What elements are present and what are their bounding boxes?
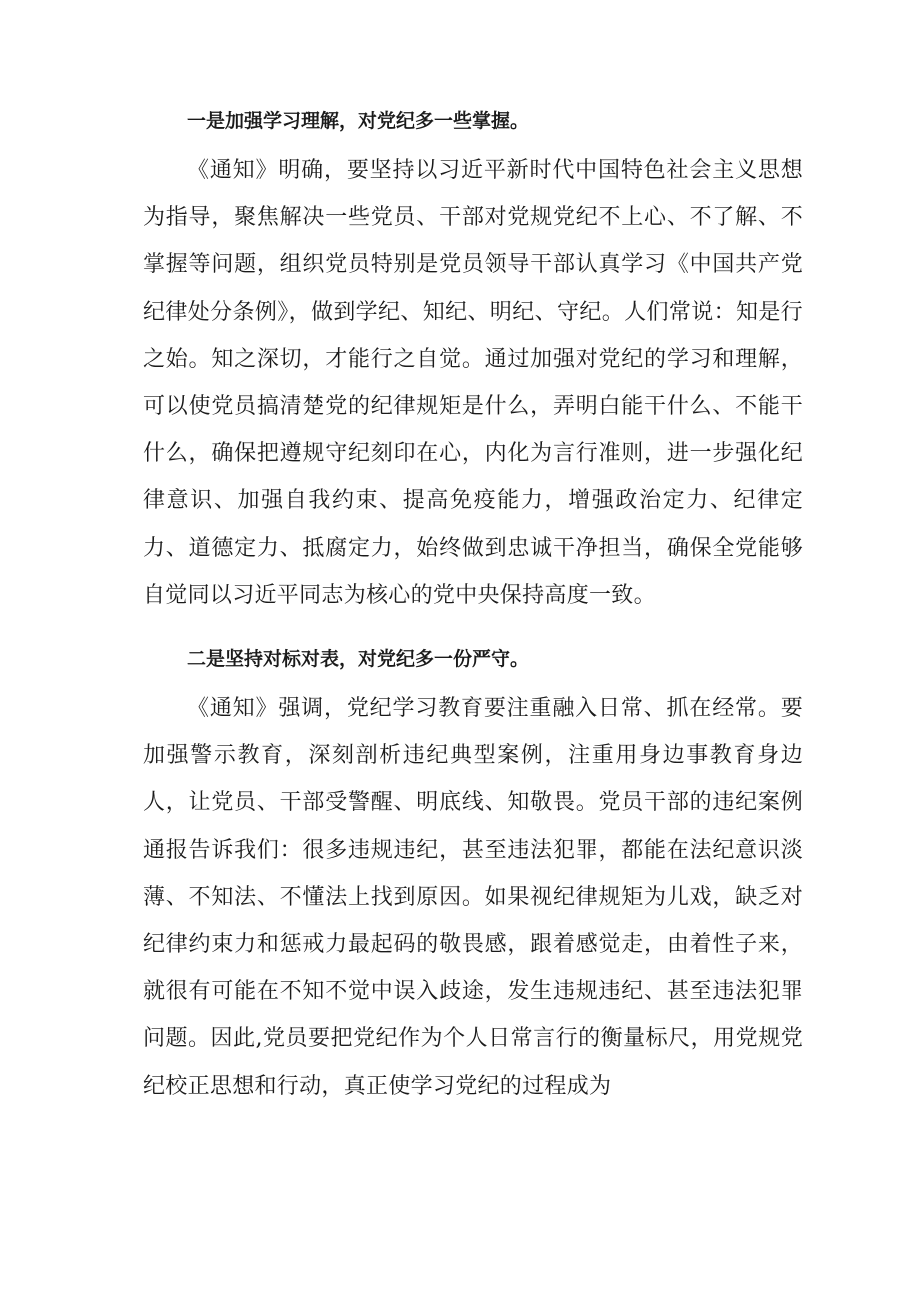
section-heading-2: 二是坚持对标对表，对党纪多一份严守。: [187, 648, 530, 671]
document-body: [143, 101, 803, 1110]
section-heading-1: 一是加强学习理解，对党纪多一些掌握。: [187, 110, 530, 132]
section-paragraph-1: 《通知》明确，要坚持以习近平新时代中国特色社会主义思想为指导，聚焦解决一些党员、干部对党规党纪不上心、不了解、不掌握等问题，组织党员特别是党员领导干部认真学习《中国共产党纪律处分条例》，做到学纪、知纪、明纪、守纪。人们常说：知是行之始。知之深切，才能行之自觉。通过加强对党纪的学习和理解，可以使党员搞清楚党的纪律规矩是什么，弄明白能干什么、不能干什么，确保把遵规守纪刻印在心，内化为言行准则，进一步强化纪律意识、加强自我约束、提高免疫能力，增强政治定力、纪律定力、道德定力、抵腐定力，始终做到忠诚干净担当，确保全党能够自觉同以习近平同志为核心的党中央保持高度一致。: [143, 158, 803, 608]
section-paragraph-2: 《通知》强调，党纪学习教育要注重融入日常、抓在经常。要加强警示教育，深刻剖析违纪典型案例，注重用身边事教育身边人，让党员、干部受警醒、明底线、知敬畏。党员干部的违纪案例通报告诉我们：很多违规违纪，甚至违法犯罪，都能在法纪意识淡薄、不知法、不懂法上找到原因。如果视纪律规矩为儿戏，缺乏对纪律约束力和惩戒力最起码的敬畏感，跟着感觉走，由着性子来，就很有可能在不知不觉中误入歧途，发生违规违纪、甚至违法犯罪问题。因此,党员要把党纪作为个人日常言行的衡量标尺，用党规党纪校正思想和行动，真正使学习党纪的过程成为: [143, 696, 803, 1099]
paragraph-spacer: [143, 619, 803, 639]
